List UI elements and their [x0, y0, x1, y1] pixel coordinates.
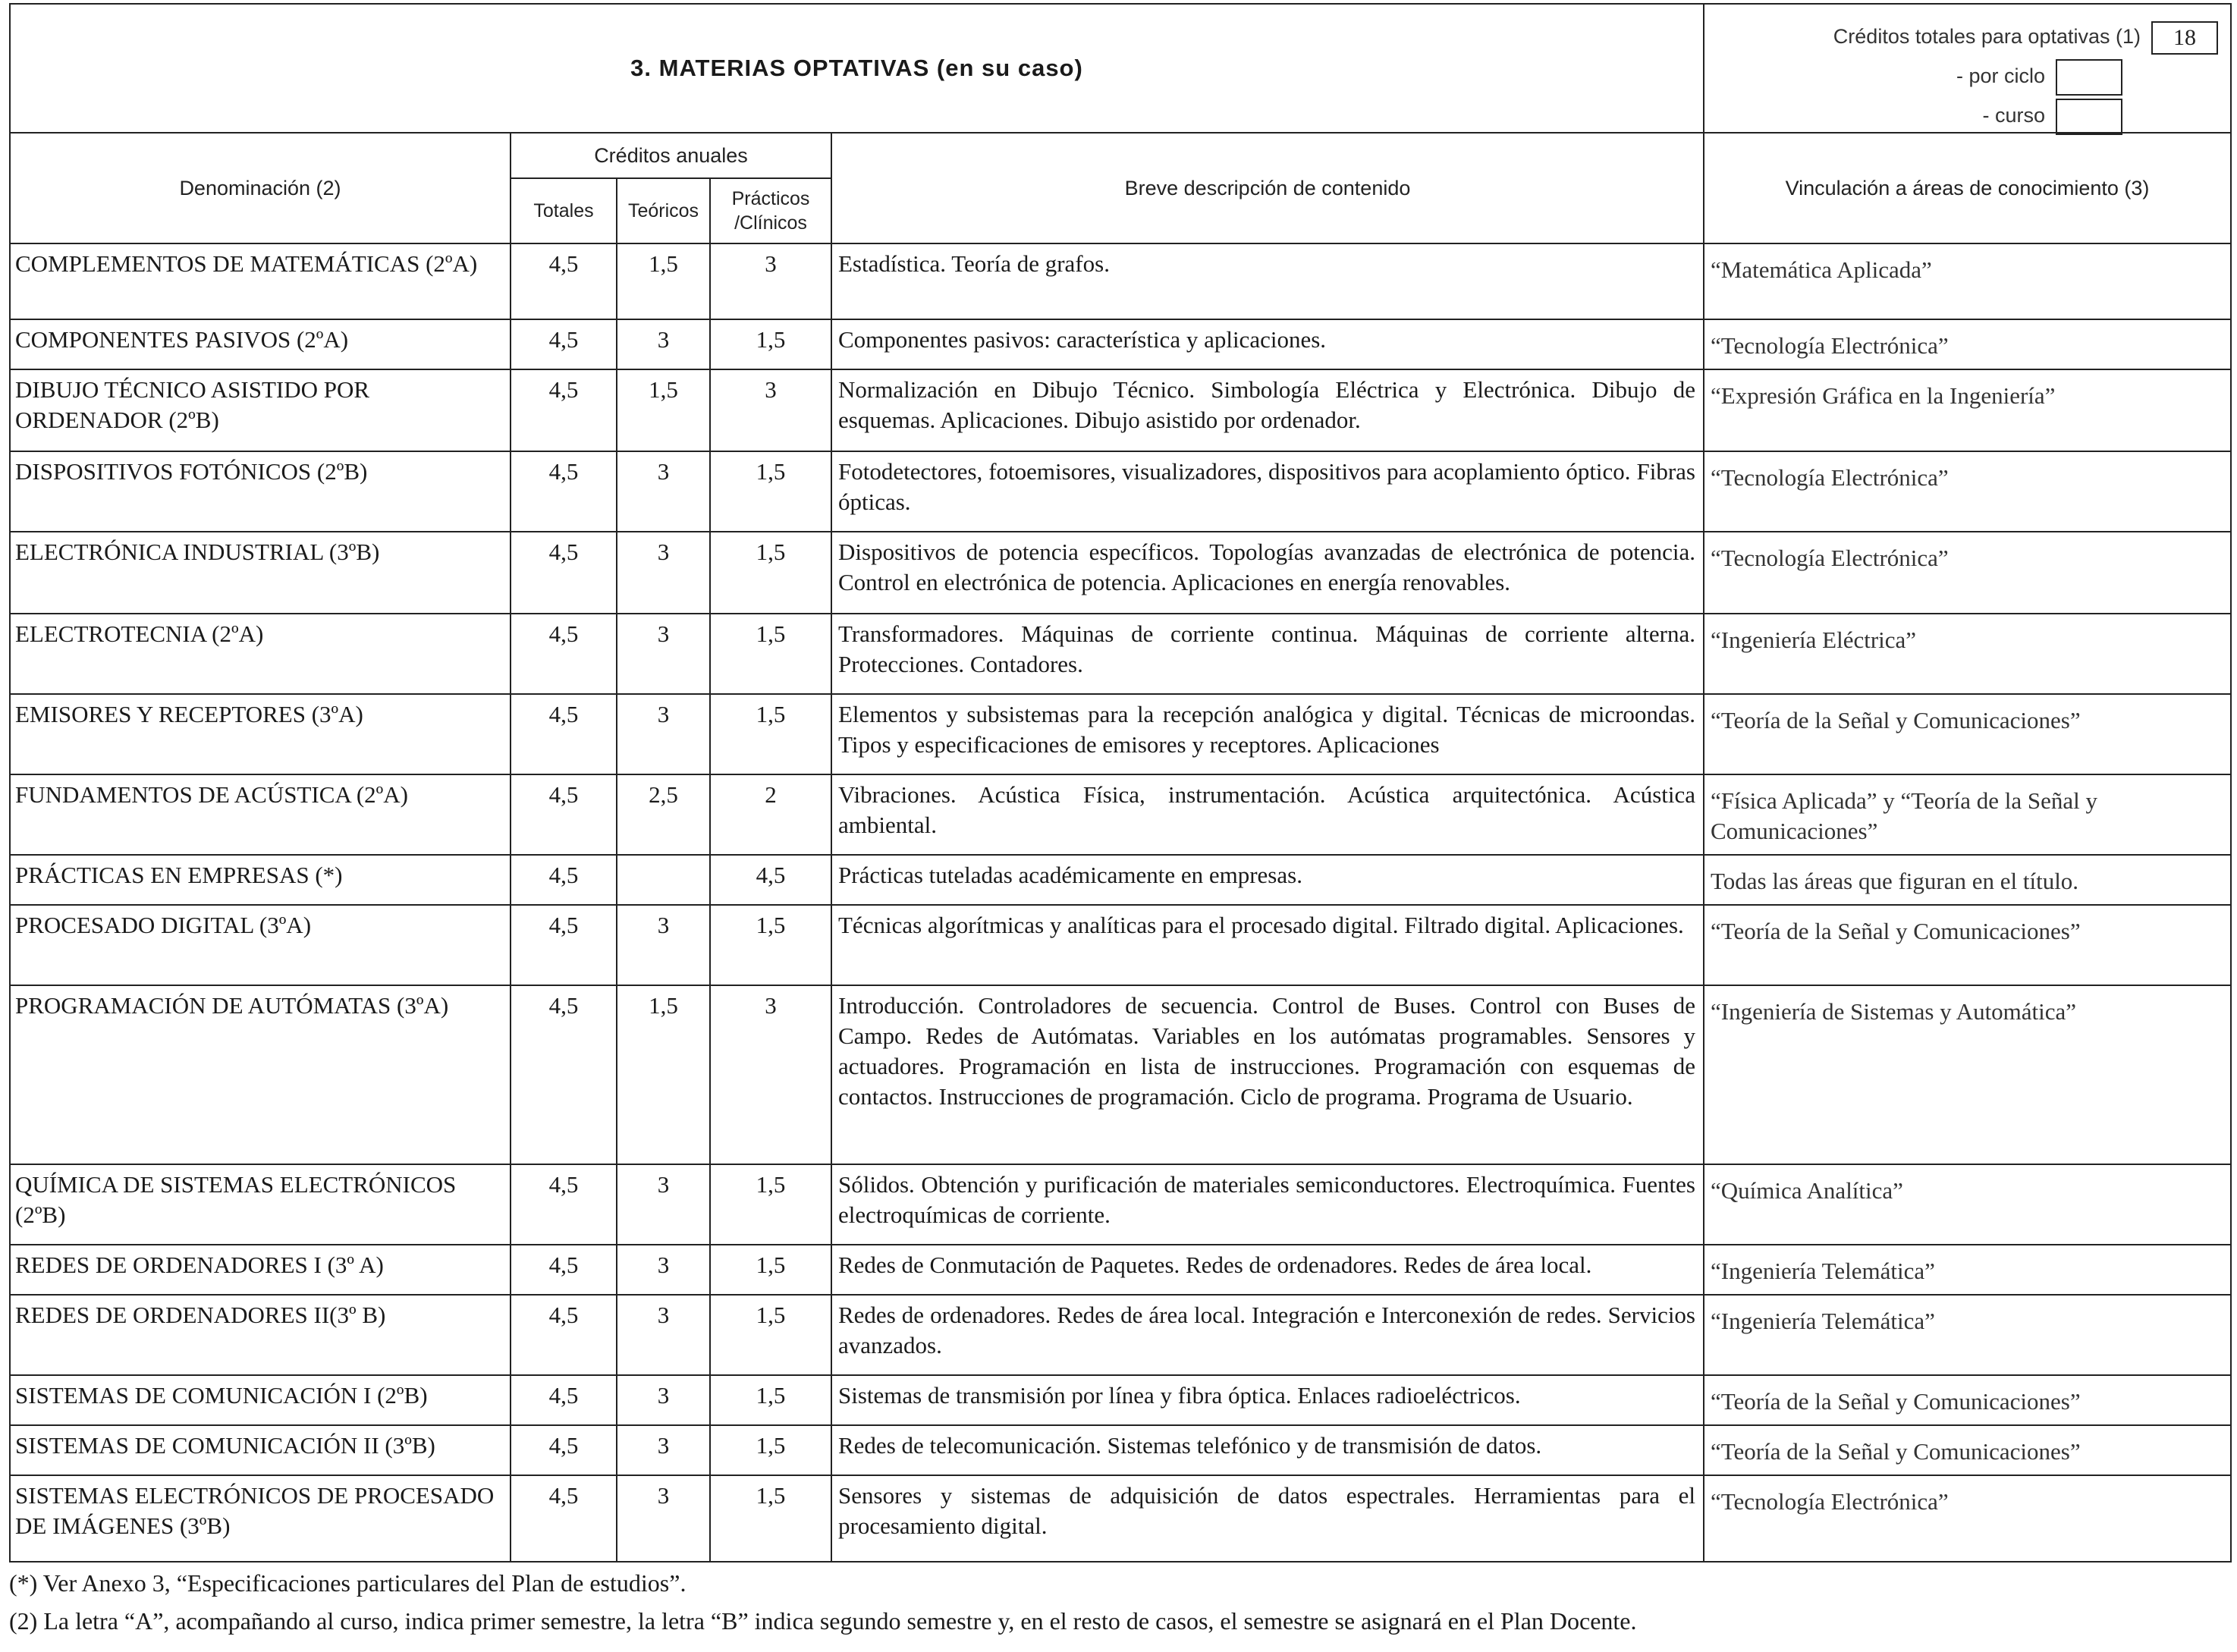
row-teoricos: 3: [617, 1295, 710, 1375]
row-name: DISPOSITIVOS FOTÓNICOS (2ºB): [10, 451, 511, 532]
row-name: COMPLEMENTOS DE MATEMÁTICAS (2ºA): [10, 243, 511, 319]
row-description: Redes de telecomunicación. Sistemas telefónico y de transmisión de datos.: [831, 1425, 1704, 1475]
footnotes: [9, 1564, 2230, 1640]
row-practicos: 3: [710, 369, 831, 451]
row-description: Transformadores. Máquinas de corriente continua. Máquinas de corriente alterna. Protecciones. Contadores.: [831, 614, 1704, 694]
row-name: PROCESADO DIGITAL (3ºA): [10, 905, 511, 985]
table-row: [10, 694, 2231, 774]
row-area: “Teoría de la Señal y Comunicaciones”: [1704, 1375, 2231, 1425]
table-row: [10, 1245, 2231, 1295]
footnote-2: (2) La letra “A”, acompañando al curso, indica primer semestre, la letra “B” indica segundo semestre y, en el resto de casos, el semestre se asignará en el Plan Docente.: [9, 1607, 1637, 1635]
row-teoricos: 3: [617, 614, 710, 694]
row-area: “Teoría de la Señal y Comunicaciones”: [1704, 905, 2231, 985]
row-description: Redes de Conmutación de Paquetes. Redes de ordenadores. Redes de área local.: [831, 1245, 1704, 1295]
row-teoricos: 3: [617, 1245, 710, 1295]
credits-box: [1704, 4, 2231, 133]
per-course-label: - curso: [1982, 104, 2045, 127]
col-denominacion: Denominación (2): [10, 133, 511, 243]
row-practicos: 1,5: [710, 694, 831, 774]
document-page: [9, 3, 2230, 1640]
row-totales: 4,5: [511, 1295, 617, 1375]
table-row: [10, 905, 2231, 985]
row-area: “Expresión Gráfica en la Ingeniería”: [1704, 369, 2231, 451]
row-totales: 4,5: [511, 985, 617, 1164]
table-row: [10, 319, 2231, 369]
row-name: QUÍMICA DE SISTEMAS ELECTRÓNICOS (2ºB): [10, 1164, 511, 1245]
row-totales: 4,5: [511, 1425, 617, 1475]
row-area: “Química Analítica”: [1704, 1164, 2231, 1245]
row-practicos: 1,5: [710, 1425, 831, 1475]
row-totales: 4,5: [511, 243, 617, 319]
row-totales: 4,5: [511, 1164, 617, 1245]
row-name: COMPONENTES PASIVOS (2ºA): [10, 319, 511, 369]
row-description: Sólidos. Obtención y purificación de materiales semiconductores. Electroquímica. Fuentes electroquímicas de corriente.: [831, 1164, 1704, 1245]
row-teoricos: 3: [617, 319, 710, 369]
row-area: “Matemática Aplicada”: [1704, 243, 2231, 319]
table-row: [10, 369, 2231, 451]
row-practicos: 1,5: [710, 451, 831, 532]
row-teoricos: 1,5: [617, 243, 710, 319]
table-row: [10, 1475, 2231, 1562]
row-practicos: 3: [710, 985, 831, 1164]
row-area: “Teoría de la Señal y Comunicaciones”: [1704, 694, 2231, 774]
row-teoricos: 3: [617, 532, 710, 614]
row-area: “Ingeniería Telemática”: [1704, 1295, 2231, 1375]
row-teoricos: 3: [617, 905, 710, 985]
row-description: Normalización en Dibujo Técnico. Simbología Eléctrica y Electrónica. Dibujo de esquemas. Aplicaciones. Dibujo asistido por ordenador.: [831, 369, 1704, 451]
row-teoricos: 3: [617, 1475, 710, 1562]
row-practicos: 1,5: [710, 1475, 831, 1562]
row-practicos: 1,5: [710, 1375, 831, 1425]
table-row: [10, 532, 2231, 614]
table-row: [10, 1295, 2231, 1375]
row-practicos: 1,5: [710, 1164, 831, 1245]
col-practicos: Prácticos /Clínicos: [710, 178, 831, 243]
credits-total-value: 18: [2151, 21, 2218, 55]
row-area: “Física Aplicada” y “Teoría de la Señal y Comunicaciones”: [1704, 774, 2231, 855]
row-description: Sistemas de transmisión por línea y fibra óptica. Enlaces radioeléctricos.: [831, 1375, 1704, 1425]
row-practicos: 4,5: [710, 855, 831, 905]
col-teoricos: Teóricos: [617, 178, 710, 243]
row-teoricos: 1,5: [617, 985, 710, 1164]
row-name: EMISORES Y RECEPTORES (3ºA): [10, 694, 511, 774]
row-area: “Tecnología Electrónica”: [1704, 532, 2231, 614]
credits-total-label: Créditos totales para optativas (1): [1833, 25, 2141, 49]
table-row: [10, 1375, 2231, 1425]
row-area: “Tecnología Electrónica”: [1704, 319, 2231, 369]
per-cycle-label: - por ciclo: [1956, 64, 2045, 88]
row-name: PRÁCTICAS EN EMPRESAS (*): [10, 855, 511, 905]
table-row: [10, 451, 2231, 532]
row-description: Estadística. Teoría de grafos.: [831, 243, 1704, 319]
col-vinculacion: Vinculación a áreas de conocimiento (3): [1704, 133, 2231, 243]
row-area: “Ingeniería Telemática”: [1704, 1245, 2231, 1295]
optativas-table: [9, 3, 2232, 1562]
row-name: SISTEMAS ELECTRÓNICOS DE PROCESADO DE IMÁGENES (3ºB): [10, 1475, 511, 1562]
row-practicos: 2: [710, 774, 831, 855]
row-totales: 4,5: [511, 1245, 617, 1295]
table-row: [10, 1164, 2231, 1245]
row-totales: 4,5: [511, 614, 617, 694]
table-row: [10, 985, 2231, 1164]
row-totales: 4,5: [511, 319, 617, 369]
section-title: 3. MATERIAS OPTATIVAS (en su caso): [10, 4, 1704, 133]
row-area: “Ingeniería Eléctrica”: [1704, 614, 2231, 694]
row-practicos: 1,5: [710, 319, 831, 369]
row-teoricos: 3: [617, 451, 710, 532]
row-description: Introducción. Controladores de secuencia. Control de Buses. Control con Buses de Campo. Redes de Autómatas. Variables en los autómatas programables. Sensores y actuadores. Programación en lista de instrucciones. Programación con esquemas de contactos. Instrucciones de programación. Ciclo de programa. Programa de Usuario.: [831, 985, 1704, 1164]
row-practicos: 3: [710, 243, 831, 319]
row-description: Elementos y subsistemas para la recepción analógica y digital. Técnicas de microondas. Tipos y especificaciones de emisores y receptores. Aplicaciones: [831, 694, 1704, 774]
row-description: Componentes pasivos: característica y aplicaciones.: [831, 319, 1704, 369]
row-area: “Tecnología Electrónica”: [1704, 451, 2231, 532]
row-description: Redes de ordenadores. Redes de área local. Integración e Interconexión de redes. Servicios avanzados.: [831, 1295, 1704, 1375]
table-row: [10, 243, 2231, 319]
row-name: ELECTROTECNIA (2ºA): [10, 614, 511, 694]
row-teoricos: 1,5: [617, 369, 710, 451]
row-totales: 4,5: [511, 774, 617, 855]
row-description: Sensores y sistemas de adquisición de datos espectrales. Herramientas para el procesamiento digital.: [831, 1475, 1704, 1562]
row-practicos: 1,5: [710, 1245, 831, 1295]
row-description: Vibraciones. Acústica Física, instrumentación. Acústica arquitectónica. Acústica ambiental.: [831, 774, 1704, 855]
row-practicos: 1,5: [710, 905, 831, 985]
row-teoricos: 2,5: [617, 774, 710, 855]
row-name: REDES DE ORDENADORES I (3º A): [10, 1245, 511, 1295]
row-totales: 4,5: [511, 905, 617, 985]
row-totales: 4,5: [511, 369, 617, 451]
footnote-1: (*) Ver Anexo 3, “Especificaciones particulares del Plan de estudios”.: [9, 1569, 686, 1597]
table-row: [10, 855, 2231, 905]
row-teoricos: 3: [617, 1425, 710, 1475]
row-practicos: 1,5: [710, 1295, 831, 1375]
row-description: Prácticas tuteladas académicamente en empresas.: [831, 855, 1704, 905]
row-area: “Tecnología Electrónica”: [1704, 1475, 2231, 1562]
table-row: [10, 774, 2231, 855]
row-description: Dispositivos de potencia específicos. Topologías avanzadas de electrónica de potencia. Control en electrónica de potencia. Aplicaciones en energía renovables.: [831, 532, 1704, 614]
row-totales: 4,5: [511, 532, 617, 614]
per-course-box: [2056, 99, 2122, 135]
row-practicos: 1,5: [710, 614, 831, 694]
row-teoricos: 3: [617, 1375, 710, 1425]
row-teoricos: [617, 855, 710, 905]
row-description: Fotodetectores, fotoemisores, visualizadores, dispositivos para acoplamiento óptico. Fibras ópticas.: [831, 451, 1704, 532]
per-cycle-box: [2056, 59, 2122, 96]
row-name: SISTEMAS DE COMUNICACIÓN I (2ºB): [10, 1375, 511, 1425]
row-totales: 4,5: [511, 1375, 617, 1425]
row-area: “Teoría de la Señal y Comunicaciones”: [1704, 1425, 2231, 1475]
row-name: PROGRAMACIÓN DE AUTÓMATAS (3ºA): [10, 985, 511, 1164]
col-creditos-anuales: Créditos anuales: [511, 133, 831, 178]
row-teoricos: 3: [617, 694, 710, 774]
row-teoricos: 3: [617, 1164, 710, 1245]
row-area: “Ingeniería de Sistemas y Automática”: [1704, 985, 2231, 1164]
row-totales: 4,5: [511, 855, 617, 905]
row-name: FUNDAMENTOS DE ACÚSTICA (2ºA): [10, 774, 511, 855]
row-practicos: 1,5: [710, 532, 831, 614]
row-name: SISTEMAS DE COMUNICACIÓN II (3ºB): [10, 1425, 511, 1475]
col-totales: Totales: [511, 178, 617, 243]
row-name: REDES DE ORDENADORES II(3º B): [10, 1295, 511, 1375]
title-row: [10, 4, 2231, 133]
row-description: Técnicas algorítmicas y analíticas para el procesado digital. Filtrado digital. Aplicaciones.: [831, 905, 1704, 985]
col-descripcion: Breve descripción de contenido: [831, 133, 1704, 243]
table-row: [10, 614, 2231, 694]
row-name: DIBUJO TÉCNICO ASISTIDO POR ORDENADOR (2ºB): [10, 369, 511, 451]
table-row: [10, 1425, 2231, 1475]
row-area: Todas las áreas que figuran en el título.: [1704, 855, 2231, 905]
row-name: ELECTRÓNICA INDUSTRIAL (3ºB): [10, 532, 511, 614]
row-totales: 4,5: [511, 451, 617, 532]
header-row-1: [10, 133, 2231, 178]
row-totales: 4,5: [511, 694, 617, 774]
row-totales: 4,5: [511, 1475, 617, 1562]
